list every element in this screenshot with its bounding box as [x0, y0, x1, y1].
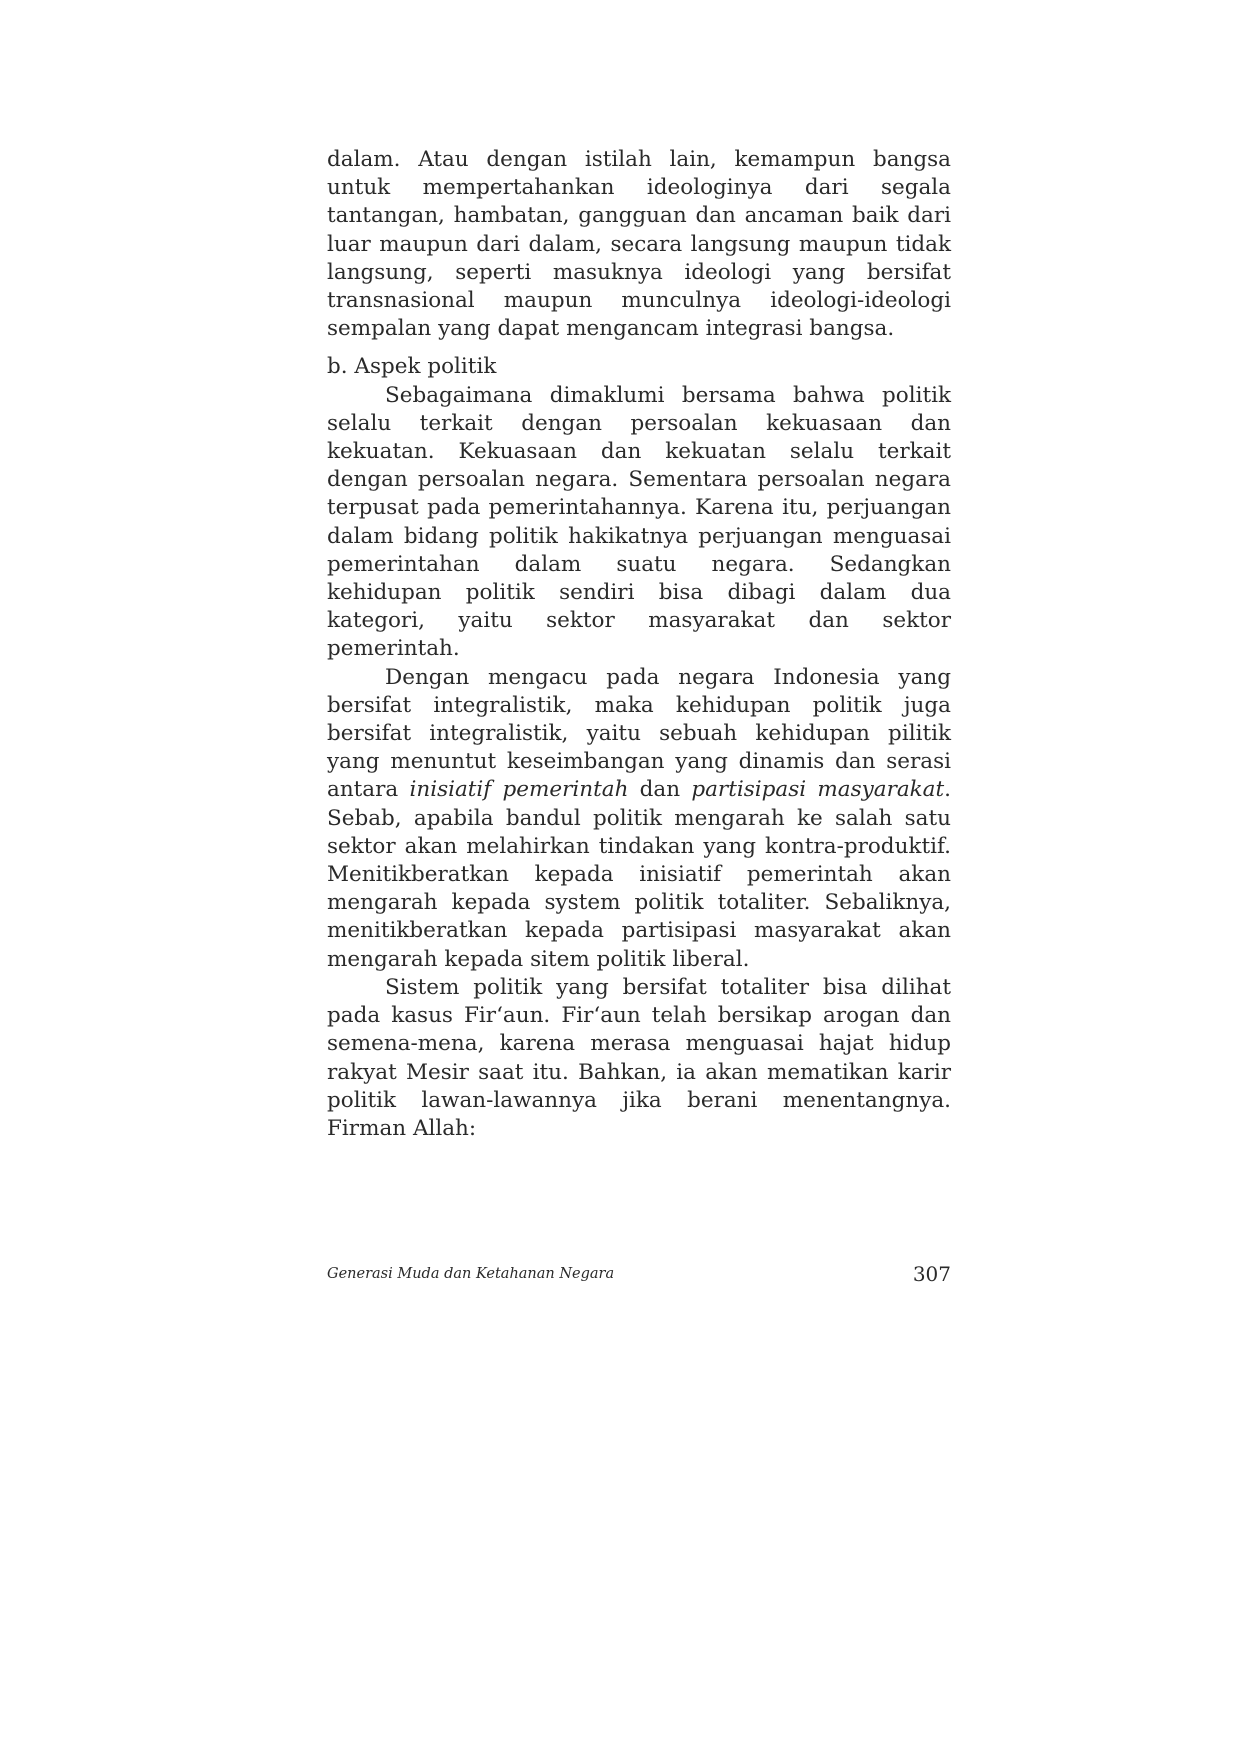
paragraph-integralistic	[327, 664, 951, 974]
page-number: 307	[912, 1262, 951, 1286]
emphasis-partisipasi: partisipasi masyarakat	[691, 777, 945, 803]
section-heading: b. Aspek politik	[327, 354, 497, 380]
paragraph-politics-intro: Sebagaimana dimaklumi bersama bahwa politik selalu terkait dengan persoalan kekuasaan dan kekuatan. Kekuasaan dan kekuatan selalu terkait dengan persoalan negara. Sementara persoalan negara terpusat pada pemerintahannya. Karena itu, perjuangan dalam bidang politik hakikatnya perjuangan menguasai pemerintahan dalam suatu negara. Sedangkan kehidupan politik sendiri bisa dibagi dalam dua kategori, yaitu sektor masyarakat dan sektor pemerintah.	[327, 382, 951, 662]
body-text	[327, 146, 951, 1143]
paragraph-continued: dalam. Atau dengan istilah lain, kemampun bangsa untuk mempertahankan ideologinya dari segala tantangan, hambatan, gangguan dan ancaman baik dari luar maupun dari dalam, secara langsung maupun tidak langsung, seperti masuknya ideologi yang bersifat transnasional maupun munculnya ideologi-ideologi sempalan yang dapat mengancam integrasi bangsa.	[327, 147, 951, 342]
text-run: . Sebab, apabila bandul politik mengarah ke salah satu sektor akan melahirkan tindakan yang kontra-produktif. Menitikberatkan kepada inisiatif pemerintah akan mengarah kepada system politik totaliter. Sebaliknya, menitikberatkan kepada partisipasi masyarakat akan mengarah kepada sitem politik liberal.	[327, 777, 951, 972]
text-run: Dengan mengacu pada negara Indonesia yang bersifat integralistik, maka kehidupan politik juga bersifat integralistik, yaitu sebuah kehidupan pilitik yang menuntut keseimbangan yang dinamis dan serasi antara	[327, 664, 951, 803]
running-title: Generasi Muda dan Ketahanan Negara	[327, 1266, 615, 1282]
page-footer	[327, 1262, 951, 1292]
text-run: dan	[628, 777, 692, 803]
paragraph-totalitarian: Sistem politik yang bersifat totaliter bisa dilihat pada kasus Fir‘aun. Fir‘aun telah bersikap arogan dan semena-mena, karena merasa menguasai hajat hidup rakyat Mesir saat itu. Bahkan, ia akan mematikan karir politik lawan-lawannya jika berani menentangnya. Firman Allah:	[327, 974, 951, 1141]
emphasis-inisiatif: inisiatif pemerintah	[409, 777, 629, 803]
